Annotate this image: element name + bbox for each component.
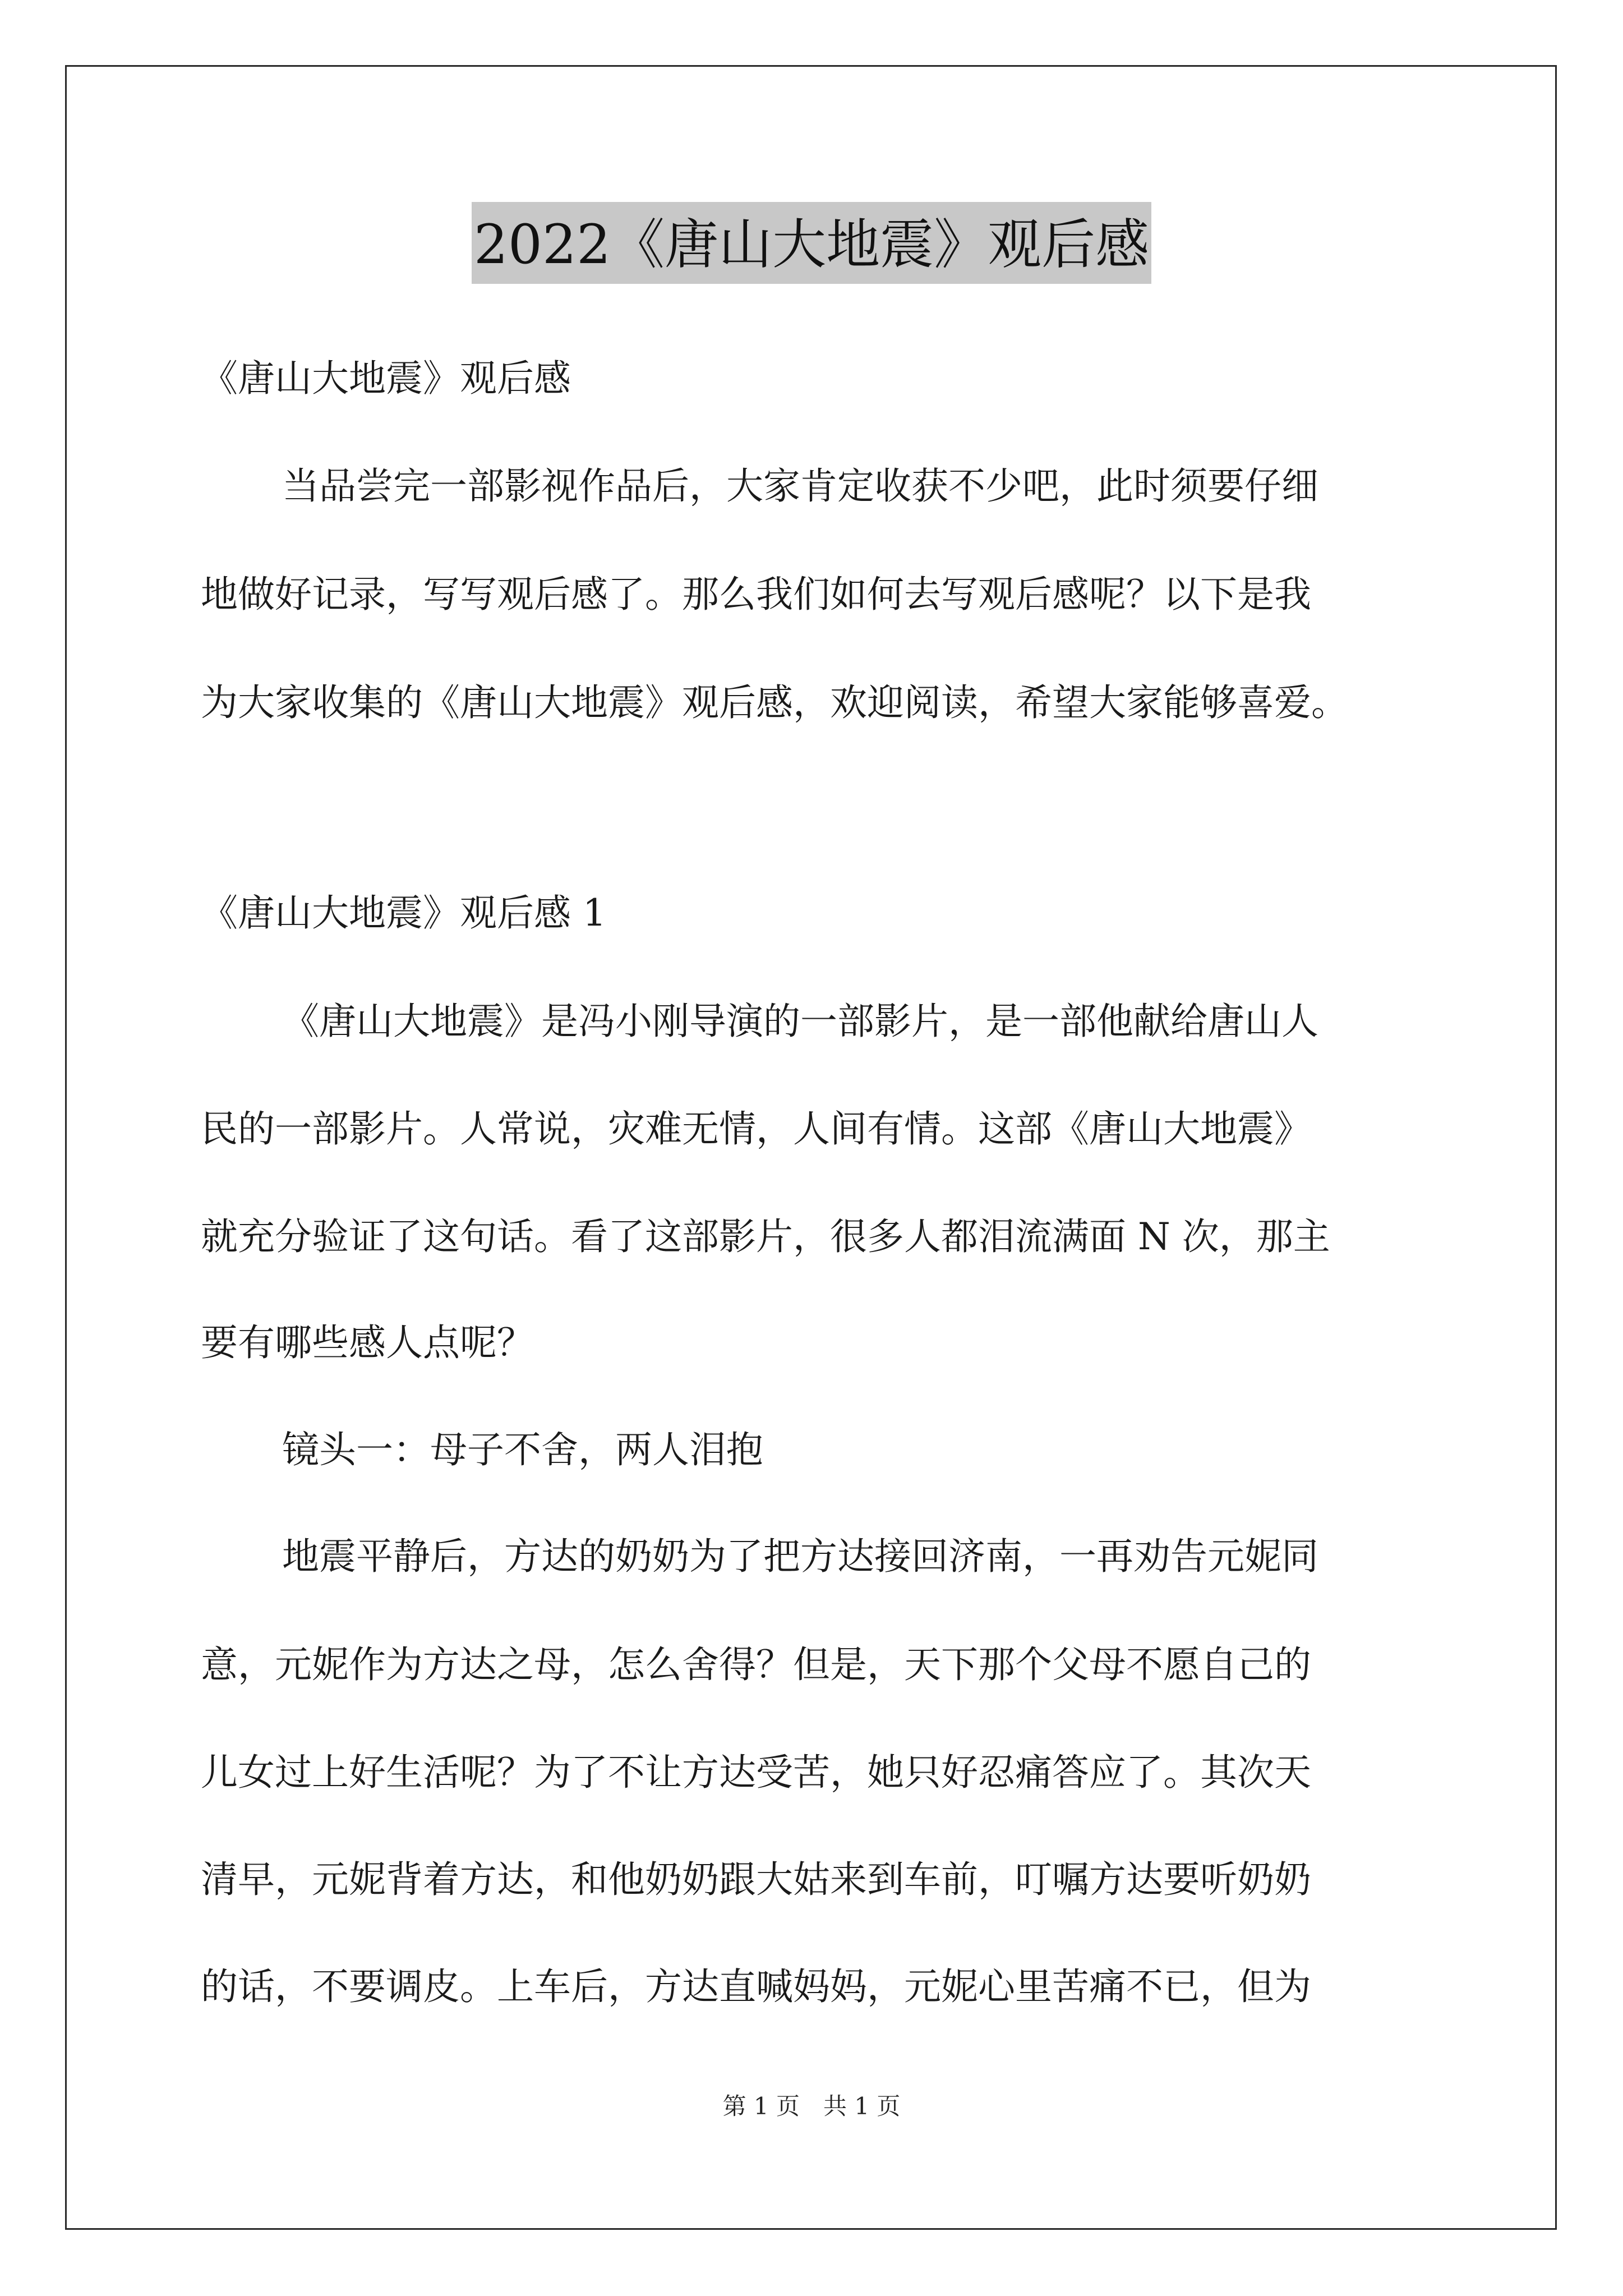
subheading-line: 镜头一：母子不舍，两人泪抱 [282, 1428, 763, 1471]
body-line: 当品尝完一部影视作品后，大家肯定收获不少吧，此时须要仔细 [282, 464, 1318, 508]
body-line: 儿女过上好生活呢？为了不让方达受苦，她只好忍痛答应了。其次天 [201, 1751, 1311, 1794]
body-line: 地震平静后，方达的奶奶为了把方达接回济南，一再劝告元妮同 [282, 1535, 1318, 1578]
body-line: 《唐山大地震》是冯小刚导演的一部影片，是一部他献给唐山人 [282, 1000, 1318, 1043]
section-heading: 《唐山大地震》观后感 [201, 357, 571, 400]
body-line: 的话，不要调皮。上车后，方达直喊妈妈，元妮心里苦痛不已，但为 [201, 1965, 1311, 2008]
document-title: 2022《唐山大地震》观后感 [472, 202, 1151, 284]
body-line: 民的一部影片。人常说，灾难无情，人间有情。这部《唐山大地震》 [201, 1107, 1311, 1151]
page-footer: 第 1 页 共 1 页 [722, 2092, 901, 2120]
body-line: 就充分验证了这句话。看了这部影片，很多人都泪流满面 N 次，那主 [201, 1215, 1330, 1258]
section-heading: 《唐山大地震》观后感 1 [201, 891, 606, 935]
body-line: 清早，元妮背着方达，和他奶奶跟大姑来到车前，叮嘱方达要听奶奶 [201, 1858, 1311, 1901]
body-line: 为大家收集的《唐山大地震》观后感，欢迎阅读，希望大家能够喜爱。 [201, 681, 1348, 724]
title-container [0, 202, 1623, 284]
body-line: 意，元妮作为方达之母，怎么舍得？但是，天下那个父母不愿自己的 [201, 1643, 1311, 1686]
body-line: 地做好记录，写写观后感了。那么我们如何去写观后感呢？以下是我 [201, 573, 1311, 616]
body-line: 要有哪些感人点呢？ [201, 1321, 534, 1364]
